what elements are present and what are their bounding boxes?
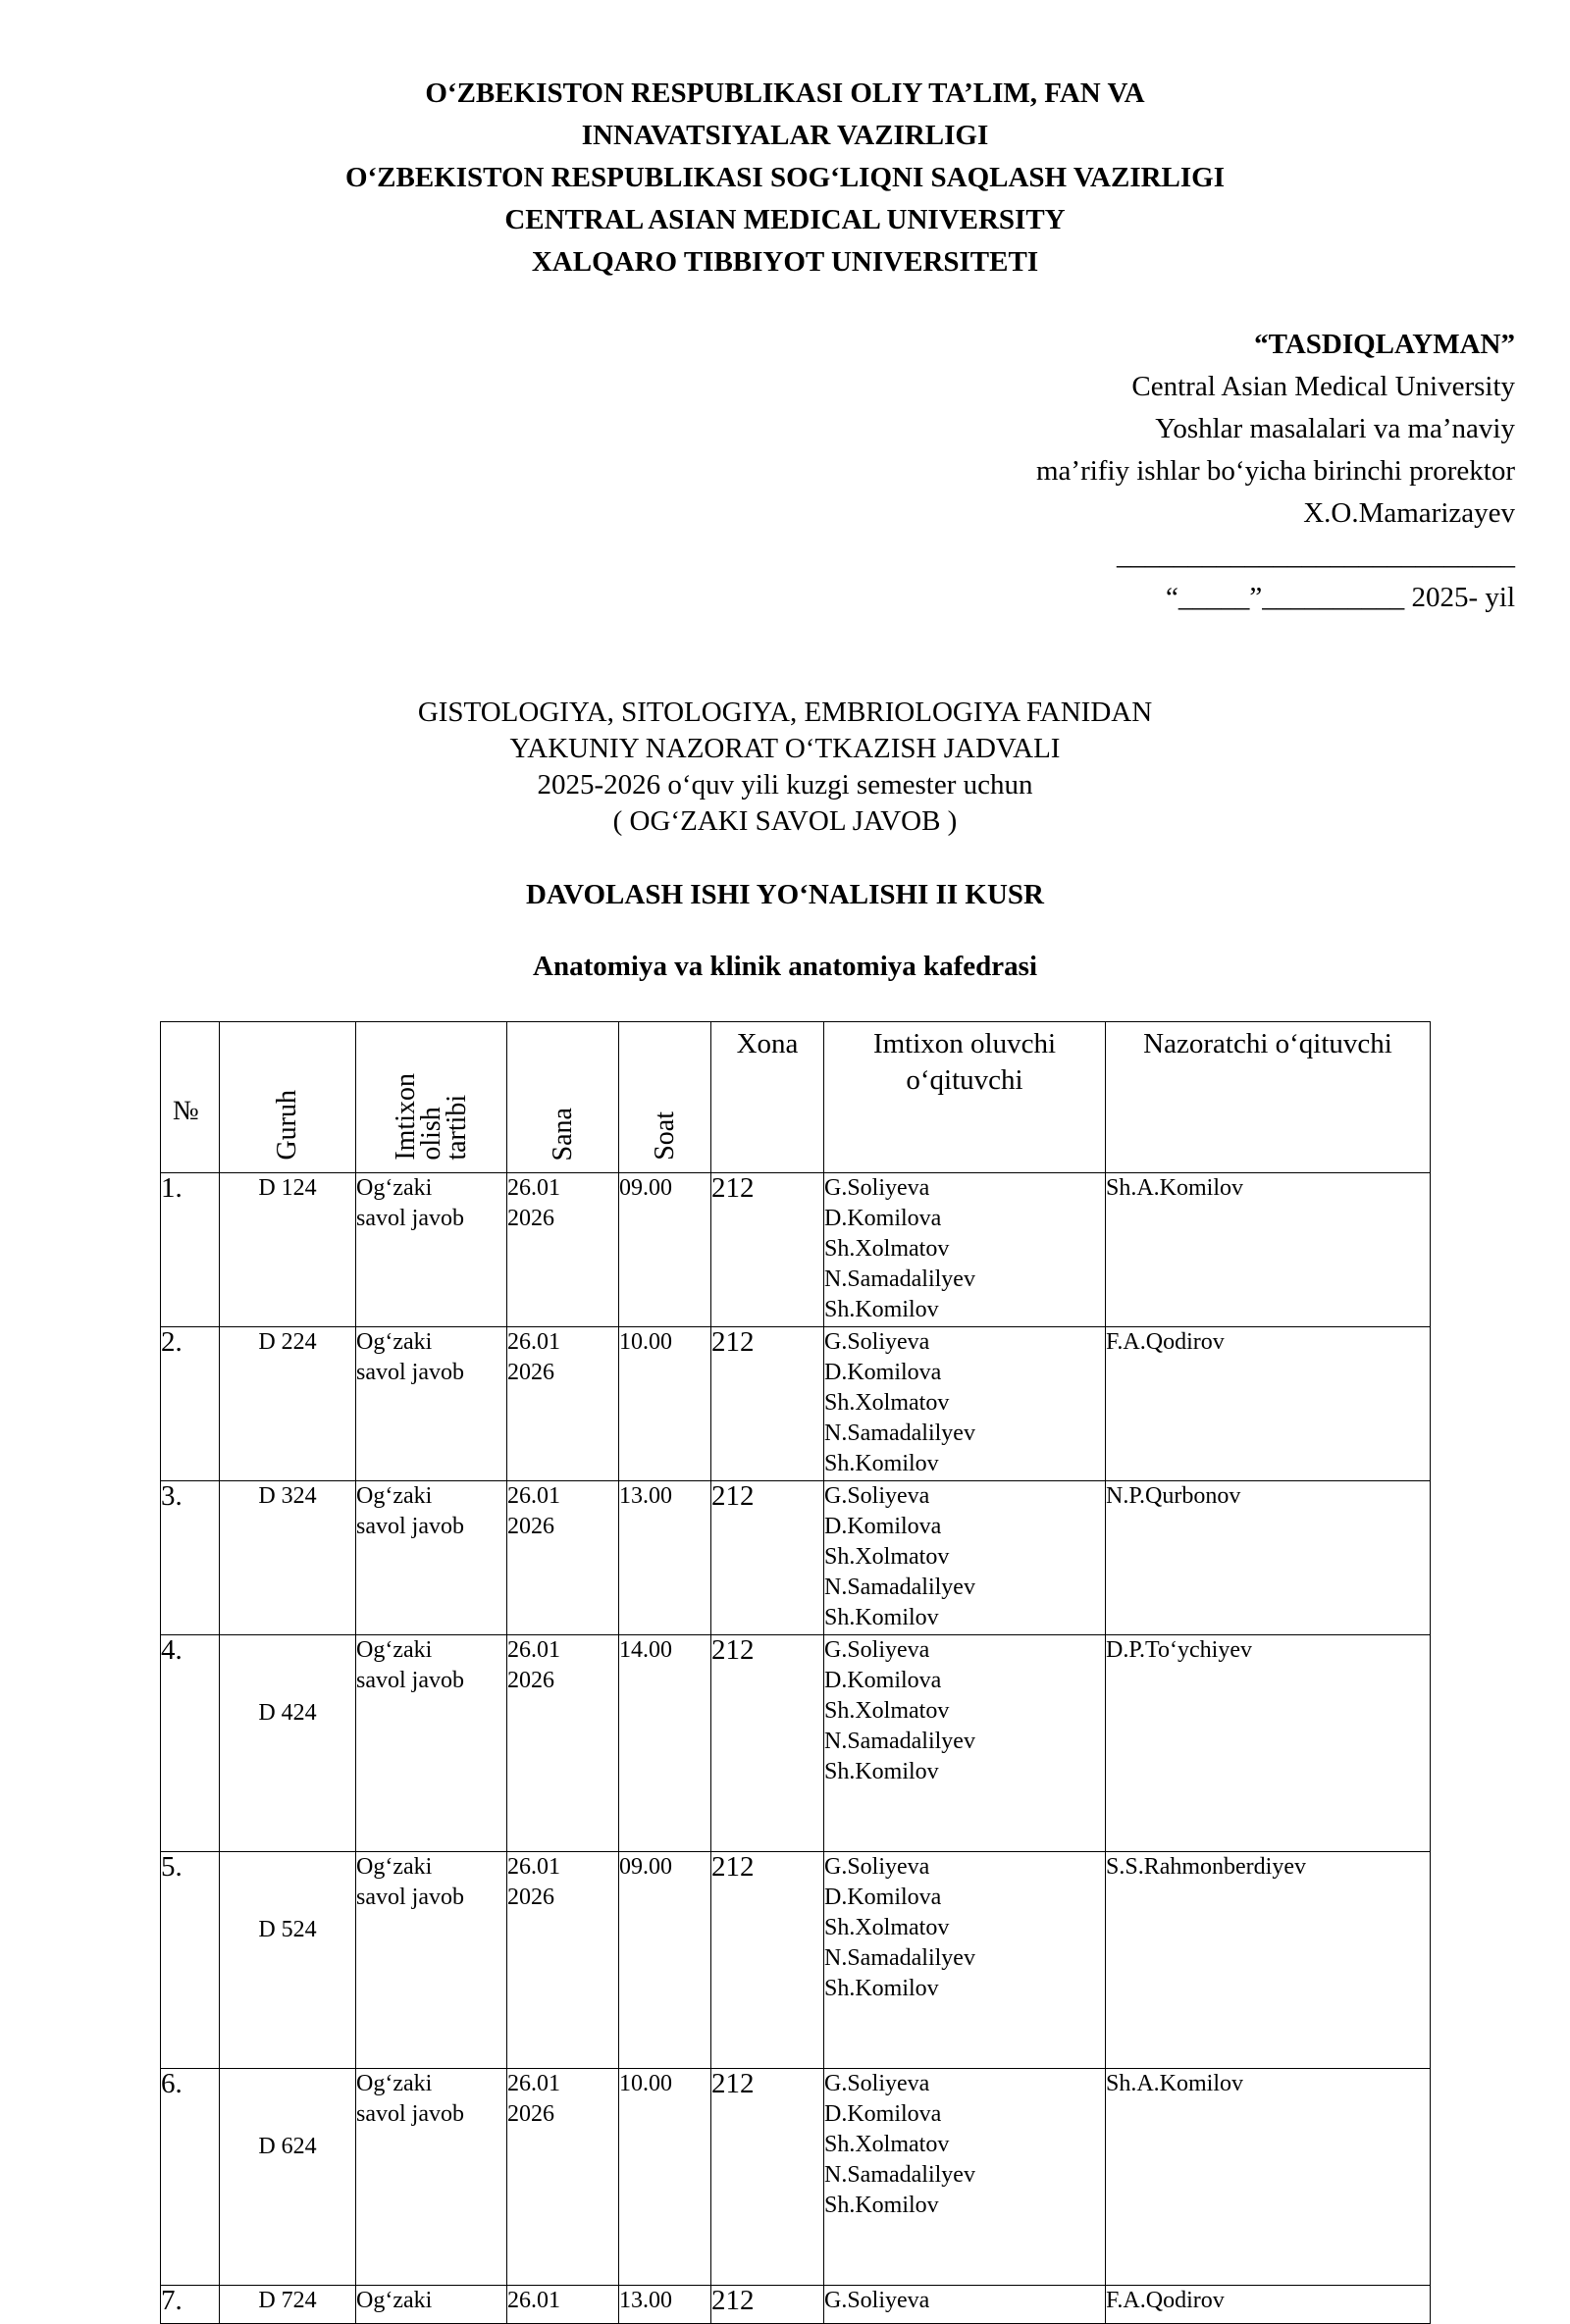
table-row	[161, 1852, 1431, 2069]
title-line: YAKUNIY NAZORAT O‘TKAZISH JADVALI	[509, 733, 1061, 764]
row-number: 1.	[161, 1173, 220, 1327]
room-cell: 212	[711, 1852, 824, 2069]
approval-line: Central Asian Medical University	[1131, 371, 1515, 402]
table-header-row	[161, 1022, 1431, 1173]
ministry-header	[0, 73, 1570, 284]
header-time: Soat	[619, 1022, 711, 1173]
time-cell: 10.00	[619, 2069, 711, 2286]
time-cell: 14.00	[619, 1635, 711, 1852]
room-cell: 212	[711, 1173, 824, 1327]
room-cell: 212	[711, 1481, 824, 1635]
date-cell: 26.01 2026	[507, 1173, 619, 1327]
table-row	[161, 1635, 1431, 1852]
title-line: ( OG‘ZAKI SAVOL JAVOB )	[612, 805, 958, 837]
group-cell: D 724	[220, 2286, 356, 2324]
supervisor-cell: F.A.Qodirov	[1106, 2286, 1431, 2324]
method-cell: Og‘zaki	[356, 2286, 507, 2324]
examiners-cell: G.Soliyeva D.Komilova Sh.Xolmatov N.Samadalilyev Sh.Komilov	[824, 1481, 1106, 1635]
time-cell: 09.00	[619, 1173, 711, 1327]
method-cell: Og‘zaki savol javob	[356, 2069, 507, 2286]
title-line: 2025-2026 o‘quv yili kuzgi semester uchun	[537, 769, 1033, 800]
supervisor-cell: N.P.Qurbonov	[1106, 1481, 1431, 1635]
examiners-cell: G.Soliyeva D.Komilova Sh.Xolmatov N.Samadalilyev Sh.Komilov	[824, 1852, 1106, 2069]
supervisor-cell: D.P.To‘ychiyev	[1106, 1635, 1431, 1852]
method-cell: Og‘zaki savol javob	[356, 1481, 507, 1635]
document-title	[0, 695, 1570, 840]
row-number: 5.	[161, 1852, 220, 2069]
header-method: Imtixon olish tartibi	[356, 1022, 507, 1173]
group-cell: D 424	[220, 1635, 356, 1852]
row-number: 6.	[161, 2069, 220, 2286]
room-cell: 212	[711, 1327, 824, 1481]
header-line: CENTRAL ASIAN MEDICAL UNIVERSITY	[504, 204, 1066, 235]
time-cell: 09.00	[619, 1852, 711, 2069]
header-line: O‘ZBEKISTON RESPUBLIKASI SOG‘LIQNI SAQLASH VAZIRLIGI	[344, 162, 1226, 193]
header-date: Sana	[507, 1022, 619, 1173]
approval-signer: X.O.Mamarizayev	[1303, 497, 1515, 529]
table-row	[161, 2286, 1431, 2324]
signature-line: ____________________________	[1117, 540, 1515, 571]
supervisor-cell: S.S.Rahmonberdiyev	[1106, 1852, 1431, 2069]
table-row	[161, 1327, 1431, 1481]
group-cell: D 224	[220, 1327, 356, 1481]
group-cell: D 524	[220, 1852, 356, 2069]
room-cell: 212	[711, 1635, 824, 1852]
group-cell: D 124	[220, 1173, 356, 1327]
row-number: 2.	[161, 1327, 220, 1481]
header-group: Guruh	[220, 1022, 356, 1173]
group-cell: D 324	[220, 1481, 356, 1635]
header-examiners: Imtixon oluvchi o‘qituvchi	[824, 1022, 1106, 1173]
method-cell: Og‘zaki savol javob	[356, 1327, 507, 1481]
header-line: O‘ZBEKISTON RESPUBLIKASI OLIY TA’LIM, FAN VA	[425, 77, 1145, 109]
direction-heading: DAVOLASH ISHI YO‘NALISHI II KUSR	[525, 879, 1044, 910]
header-supervisor: Nazoratchi o‘qituvchi	[1106, 1022, 1431, 1173]
date-cell: 26.01 2026	[507, 1327, 619, 1481]
room-cell: 212	[711, 2069, 824, 2286]
room-cell: 212	[711, 2286, 824, 2324]
row-number: 3.	[161, 1481, 220, 1635]
date-cell: 26.01	[507, 2286, 619, 2324]
department-heading: Anatomiya va klinik anatomiya kafedrasi	[533, 951, 1037, 982]
header-line: INNAVATSIYALAR VAZIRLIGI	[581, 120, 989, 151]
row-number: 4.	[161, 1635, 220, 1852]
examiners-cell: G.Soliyeva D.Komilova Sh.Xolmatov N.Samadalilyev Sh.Komilov	[824, 1173, 1106, 1327]
row-number: 7.	[161, 2286, 220, 2324]
supervisor-cell: F.A.Qodirov	[1106, 1327, 1431, 1481]
date-cell: 26.01 2026	[507, 2069, 619, 2286]
examiners-cell: G.Soliyeva	[824, 2286, 1106, 2324]
group-cell: D 624	[220, 2069, 356, 2286]
date-cell: 26.01 2026	[507, 1635, 619, 1852]
method-cell: Og‘zaki savol javob	[356, 1635, 507, 1852]
examiners-cell: G.Soliyeva D.Komilova Sh.Xolmatov N.Samadalilyev Sh.Komilov	[824, 2069, 1106, 2286]
header-room: Xona	[711, 1022, 824, 1173]
exam-schedule-table	[160, 1021, 1431, 2324]
table-row	[161, 1481, 1431, 1635]
approval-date-line: “_____”__________ 2025- yil	[1165, 582, 1515, 613]
time-cell: 13.00	[619, 1481, 711, 1635]
title-line: GISTOLOGIYA, SITOLOGIYA, EMBRIOLOGIYA FANIDAN	[417, 697, 1153, 728]
examiners-cell: G.Soliyeva D.Komilova Sh.Xolmatov N.Samadalilyev Sh.Komilov	[824, 1635, 1106, 1852]
supervisor-cell: Sh.A.Komilov	[1106, 1173, 1431, 1327]
table-row	[161, 2069, 1431, 2286]
header-num: №	[161, 1022, 220, 1173]
supervisor-cell: Sh.A.Komilov	[1106, 2069, 1431, 2286]
date-cell: 26.01 2026	[507, 1852, 619, 2069]
table-row	[161, 1173, 1431, 1327]
time-cell: 13.00	[619, 2286, 711, 2324]
header-line: XALQARO TIBBIYOT UNIVERSITETI	[531, 246, 1039, 278]
time-cell: 10.00	[619, 1327, 711, 1481]
approval-line: ma’rifiy ishlar bo‘yicha birinchi prorektor	[1035, 455, 1515, 487]
examiners-cell: G.Soliyeva D.Komilova Sh.Xolmatov N.Samadalilyev Sh.Komilov	[824, 1327, 1106, 1481]
approval-title: “TASDIQLAYMAN”	[1254, 329, 1515, 360]
method-cell: Og‘zaki savol javob	[356, 1852, 507, 2069]
approval-line: Yoshlar masalalari va ma’naviy	[1155, 413, 1515, 444]
approval-block	[769, 324, 1515, 619]
method-cell: Og‘zaki savol javob	[356, 1173, 507, 1327]
date-cell: 26.01 2026	[507, 1481, 619, 1635]
